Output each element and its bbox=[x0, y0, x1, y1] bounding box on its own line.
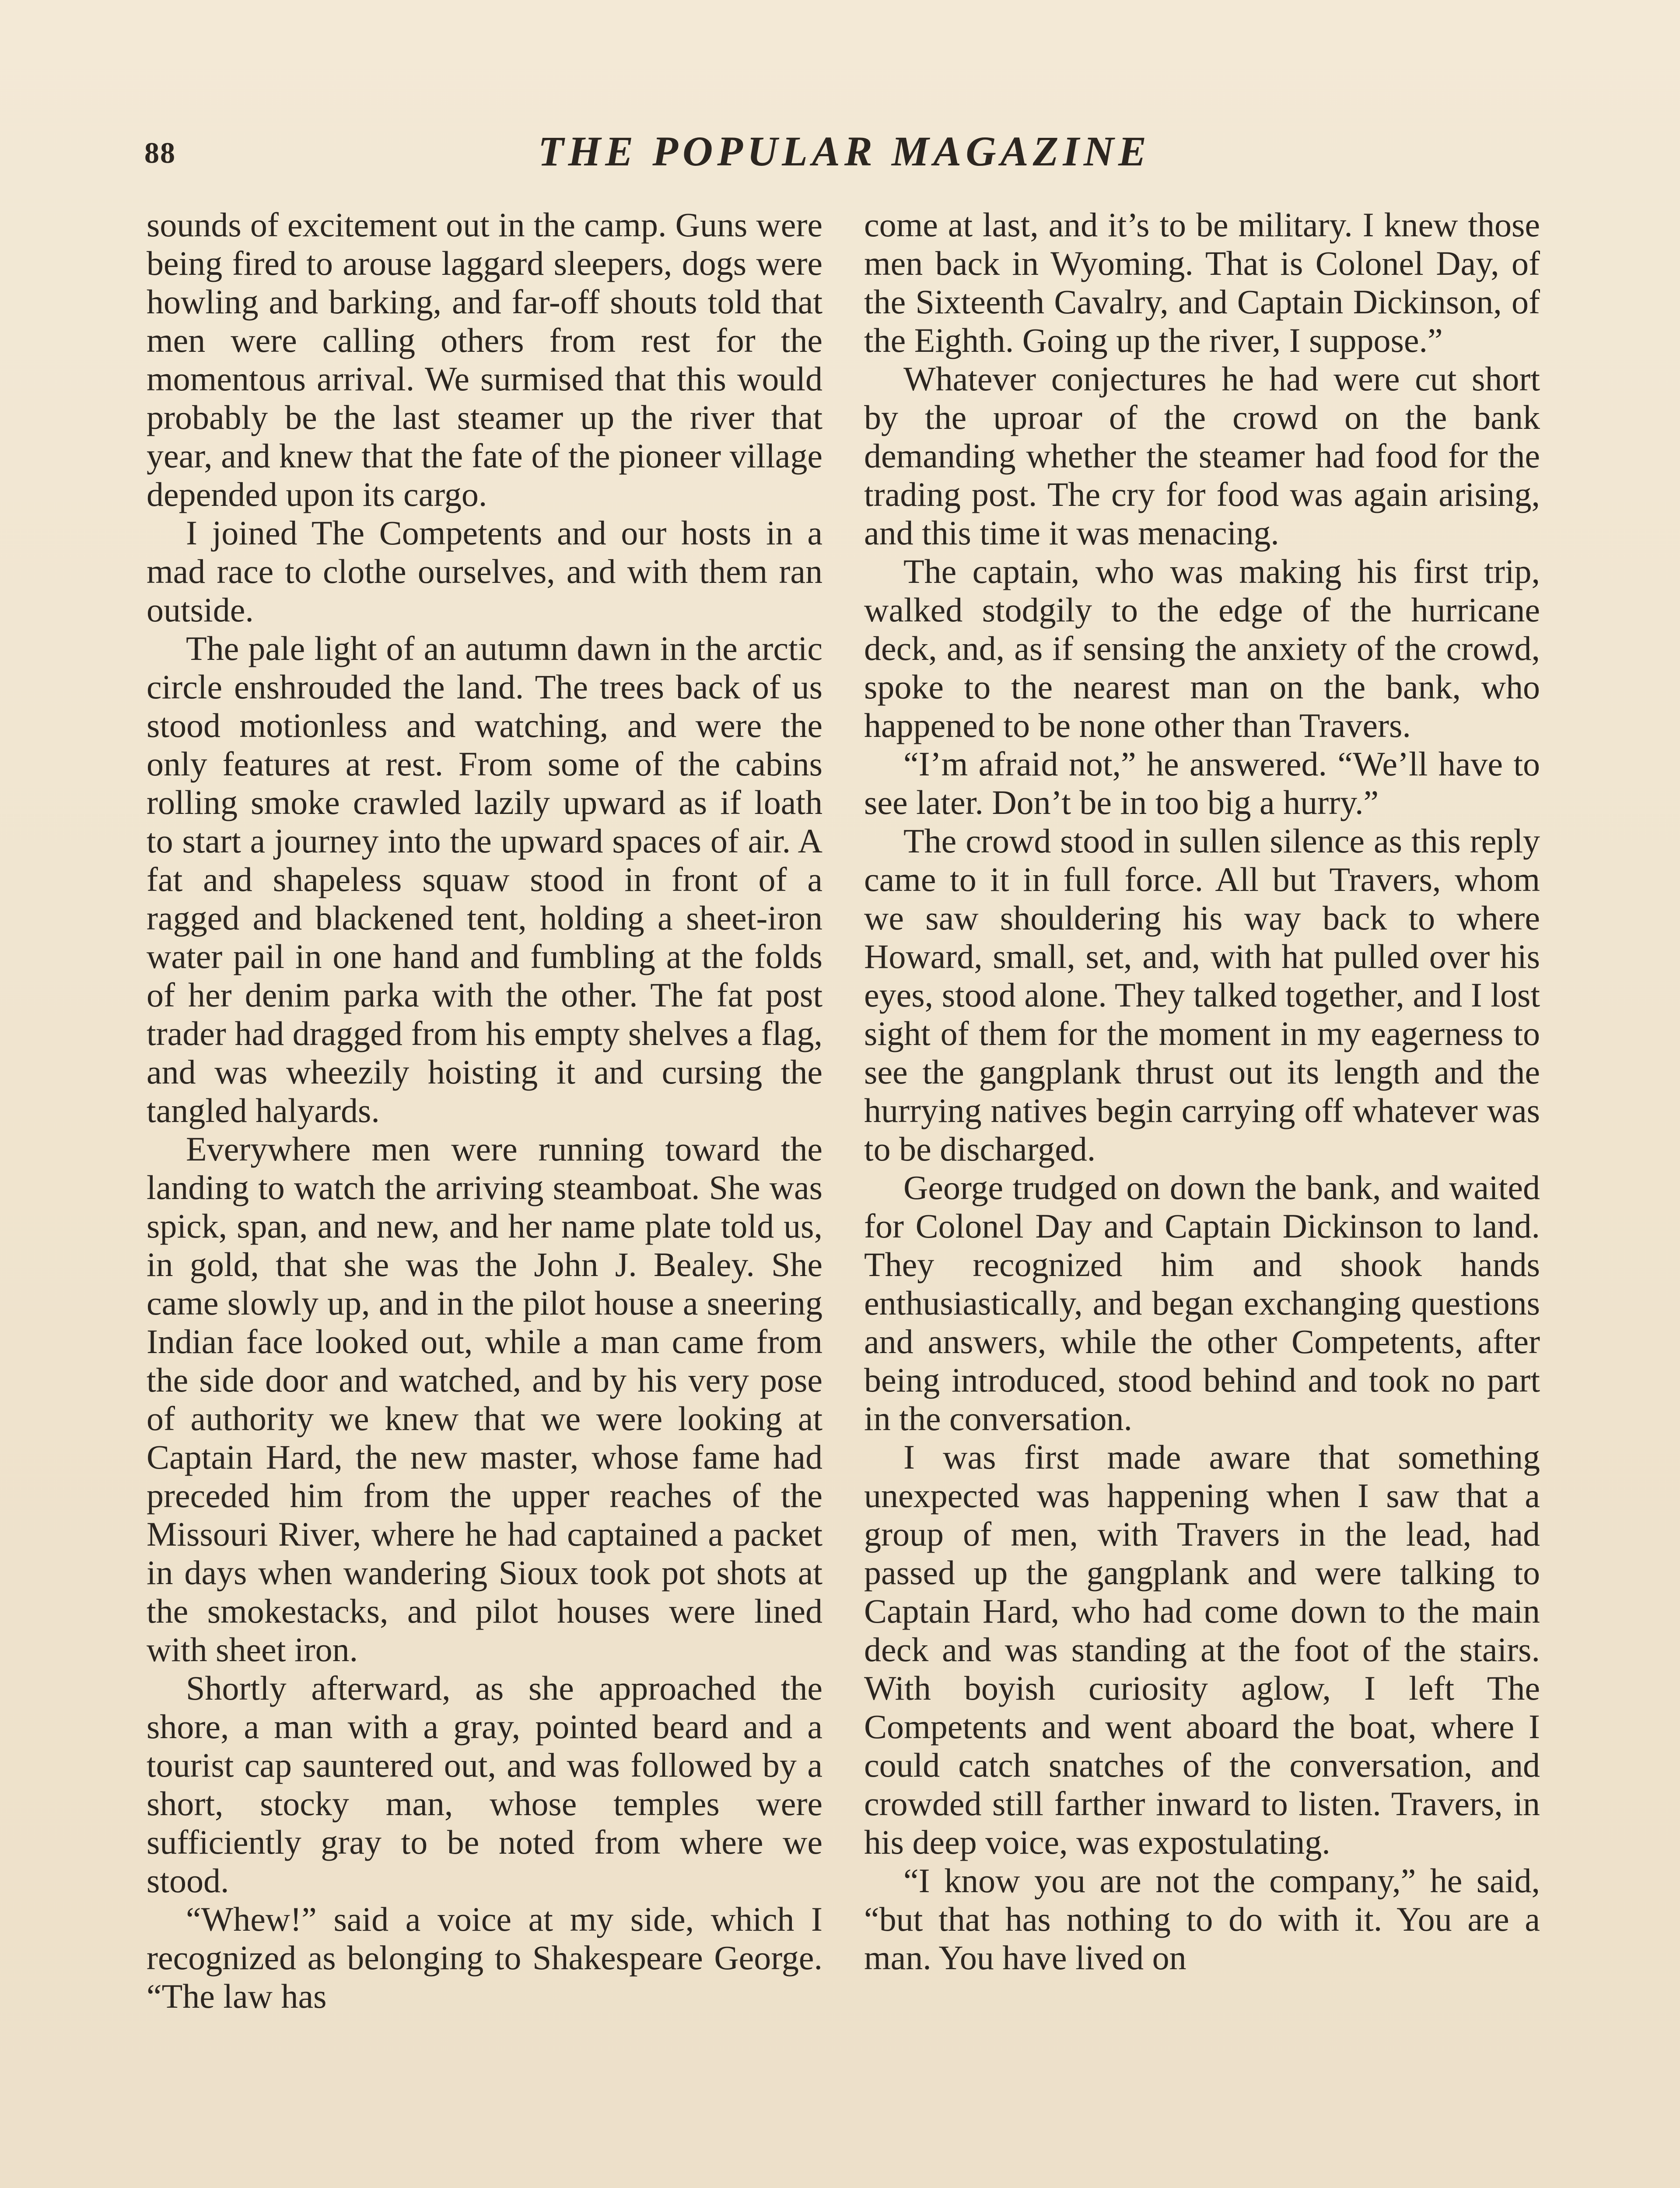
paragraph: George trudged on down the bank, and waited for Colonel Day and Captain Dickinson to land. They recognized him and shook hands enthusiastically, and began exchanging questions and answers, while the other Competents, after being introduced, stood behind and took no part in the conversation. bbox=[864, 1168, 1540, 1438]
paragraph: Everywhere men were running toward the landing to watch the arriving steamboat. She was spick, span, and new, and her name plate told us, in gold, that she was the John J. Bealey. She came slowly up, and in the pilot house a sneering Indian face looked out, while a man came from the side door and watched, and by his very pose of authority we knew that we were looking at Captain Hard, the new master, whose fame had preceded him from the upper reaches of the Missouri River, where he had captained a packet in days when wandering Sioux took pot shots at the smokestacks, and pilot houses were lined with sheet iron. bbox=[147, 1130, 822, 1669]
paragraph: sounds of excitement out in the camp. Guns were being fired to arouse laggard sleepers, dogs were howling and barking, and far-off shouts told that men were calling others from rest for the momentous arrival. We surmised that this would probably be the last steamer up the river that year, and knew that the fate of the pioneer village depended upon its cargo. bbox=[147, 206, 822, 513]
page-number: 88 bbox=[144, 136, 176, 169]
right-column bbox=[864, 206, 1540, 1977]
paragraph: “I’m afraid not,” he answered. “We’ll have to see later. Don’t be in too big a hurry.” bbox=[864, 745, 1540, 821]
page-header bbox=[144, 127, 1544, 184]
paragraph: Whatever conjectures he had were cut short by the uproar of the crowd on the bank demanding whether the steamer had food for the trading post. The cry for food was again arising, and this time it was menacing. bbox=[864, 360, 1540, 552]
paragraph: I was first made aware that something unexpected was happening when I saw that a group of men, with Travers in the lead, had passed up the gangplank and were talking to Captain Hard, who had come down to the main deck and was standing at the foot of the stairs. With boyish curiosity aglow, I left The Competents and went aboard the boat, where I could catch snatches of the conversation, and crowded still farther inward to listen. Travers, in his deep voice, was expostulating. bbox=[864, 1438, 1540, 1861]
paragraph: I joined The Competents and our hosts in a mad race to clothe ourselves, and with them ran outside. bbox=[147, 514, 822, 629]
paragraph: “Whew!” said a voice at my side, which I recognized as belonging to Shakespeare George. “The law has bbox=[147, 1900, 822, 2015]
paragraph: Shortly afterward, as she approached the shore, a man with a gray, pointed beard and a tourist cap sauntered out, and was followed by a short, stocky man, whose temples were sufficiently gray to be noted from where we stood. bbox=[147, 1669, 822, 1900]
paragraph: The pale light of an autumn dawn in the arctic circle enshrouded the land. The trees back of us stood motionless and watching, and were the only features at rest. From some of the cabins rolling smoke crawled lazily upward as if loath to start a journey into the upward spaces of air. A fat and shapeless squaw stood in front of a ragged and blackened tent, holding a sheet-iron water pail in one hand and fumbling at the folds of her denim parka with the other. The fat post trader had dragged from his empty shelves a flag, and was wheezily hoisting it and cursing the tangled halyards. bbox=[147, 629, 822, 1129]
running-title: THE POPULAR MAGAZINE bbox=[538, 128, 1151, 175]
paragraph: The crowd stood in sullen silence as this reply came to it in full force. All but Travers, whom we saw shouldering his way back to where Howard, small, set, and, with hat pulled over his eyes, stood alone. They talked together, and I lost sight of them for the moment in my eagerness to see the gangplank thrust out its length and the hurrying natives begin carrying off whatever was to be discharged. bbox=[864, 822, 1540, 1168]
paragraph: The captain, who was making his first trip, walked stodgily to the edge of the hurricane deck, and, as if sensing the anxiety of the crowd, spoke to the nearest man on the bank, who happened to be none other than Travers. bbox=[864, 552, 1540, 744]
paragraph: come at last, and it’s to be military. I knew those men back in Wyoming. That is Colonel Day, of the Sixteenth Cavalry, and Captain Dickinson, of the Eighth. Going up the river, I suppose.” bbox=[864, 206, 1540, 359]
left-column bbox=[147, 206, 822, 2016]
paragraph: “I know you are not the company,” he said, “but that has nothing to do with it. You are a man. You have lived on bbox=[864, 1862, 1540, 1977]
